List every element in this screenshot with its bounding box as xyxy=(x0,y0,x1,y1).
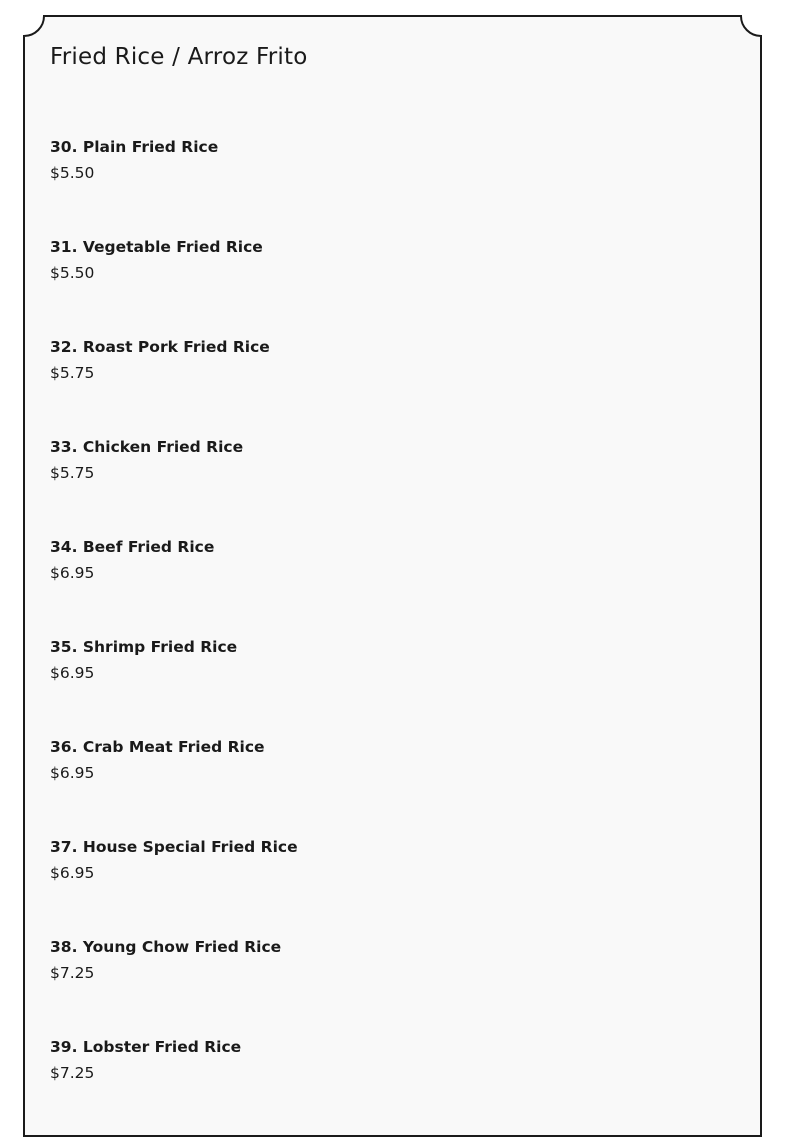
item-name: 39. Lobster Fried Rice xyxy=(50,1038,242,1056)
item-price: $6.95 xyxy=(50,664,95,682)
menu-section-card xyxy=(24,16,761,1136)
item-name: 38. Young Chow Fried Rice xyxy=(50,938,282,956)
item-name: 36. Crab Meat Fried Rice xyxy=(50,738,265,756)
item-name: 31. Vegetable Fried Rice xyxy=(50,238,263,256)
menu-item-list xyxy=(50,138,298,1138)
menu-item[interactable] xyxy=(50,638,298,738)
item-name: 34. Beef Fried Rice xyxy=(50,538,215,556)
item-price: $6.95 xyxy=(50,864,95,882)
item-price: $5.50 xyxy=(50,164,95,182)
item-price: $6.95 xyxy=(50,564,95,582)
item-name: 33. Chicken Fried Rice xyxy=(50,438,244,456)
menu-item[interactable] xyxy=(50,238,298,338)
menu-item[interactable] xyxy=(50,438,298,538)
section-title: Fried Rice / Arroz Frito xyxy=(50,44,308,70)
item-price: $7.25 xyxy=(50,964,95,982)
item-name: 30. Plain Fried Rice xyxy=(50,138,219,156)
menu-item[interactable] xyxy=(50,738,298,838)
menu-item[interactable] xyxy=(50,938,298,1038)
item-name: 35. Shrimp Fried Rice xyxy=(50,638,238,656)
menu-item[interactable] xyxy=(50,838,298,938)
item-price: $5.75 xyxy=(50,464,95,482)
item-price: $7.25 xyxy=(50,1064,95,1082)
menu-item[interactable] xyxy=(50,538,298,638)
item-price: $5.50 xyxy=(50,264,95,282)
item-price: $6.95 xyxy=(50,764,95,782)
item-price: $5.75 xyxy=(50,364,95,382)
menu-item[interactable] xyxy=(50,1038,298,1138)
menu-item[interactable] xyxy=(50,138,298,238)
menu-item[interactable] xyxy=(50,338,298,438)
item-name: 37. House Special Fried Rice xyxy=(50,838,298,856)
item-name: 32. Roast Pork Fried Rice xyxy=(50,338,270,356)
